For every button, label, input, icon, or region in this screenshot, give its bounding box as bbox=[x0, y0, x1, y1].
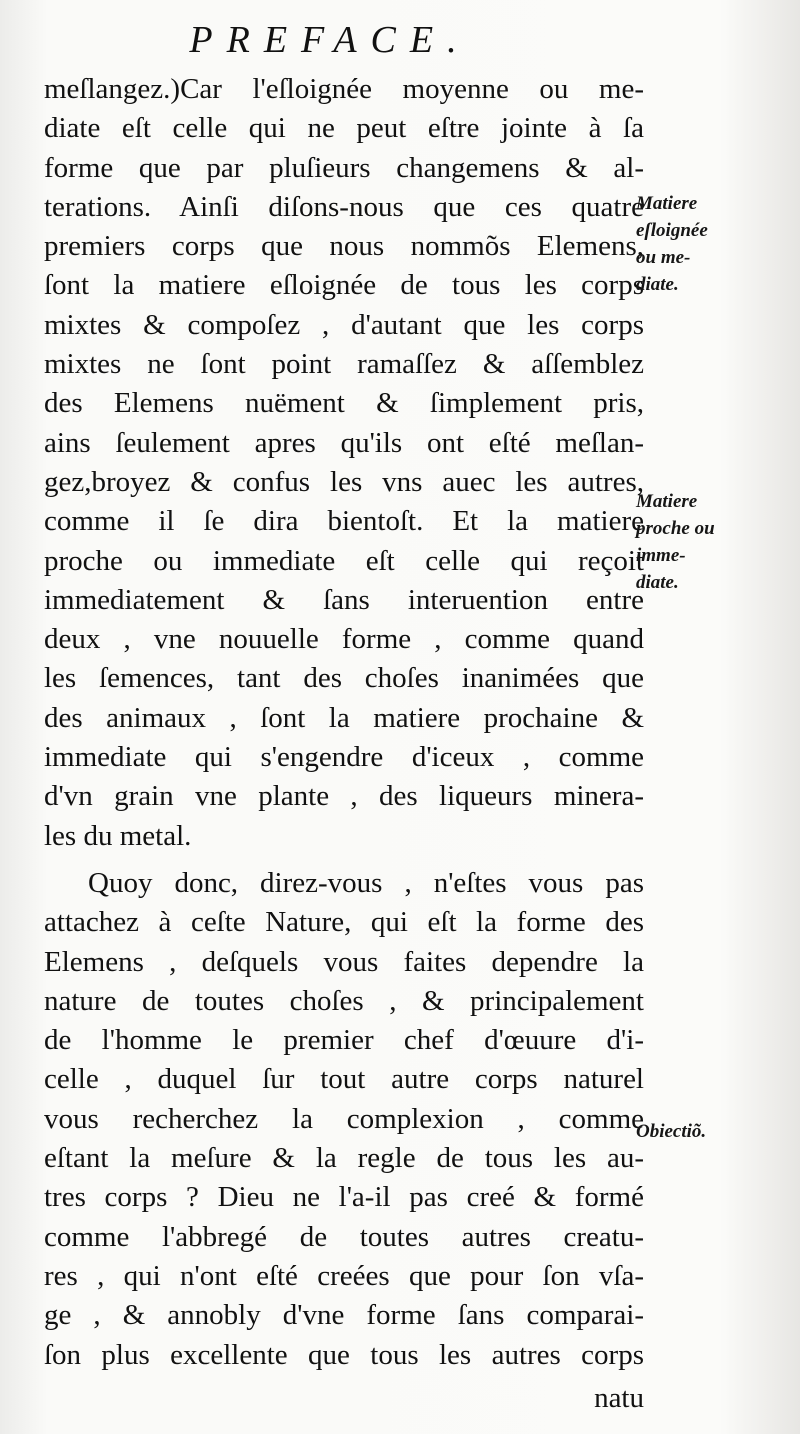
text-line: des animaux , ſont la matiere prochaine & bbox=[44, 701, 644, 734]
text-line: ſon plus excellente que tous les autres corps bbox=[44, 1338, 644, 1371]
text-line: vous recherchez la complexion , comme bbox=[44, 1102, 644, 1135]
text-line: des Elemens nuëment & ſimplement pris, bbox=[44, 387, 644, 420]
margin-note-line: diate. bbox=[636, 572, 679, 593]
text-line: tres corps ? Dieu ne l'a-il pas creé & formé bbox=[44, 1181, 644, 1214]
margin-note-line: Obiectiõ. bbox=[636, 1121, 707, 1142]
margin-note-line: diate. bbox=[636, 274, 679, 295]
margin-note-line: imme- bbox=[636, 545, 686, 566]
text-line: d'vn grain vne plante , des liqueurs minera- bbox=[44, 780, 644, 813]
paragraph-2 bbox=[44, 864, 644, 1375]
text-line: forme que par pluſieurs changemens & al- bbox=[44, 151, 644, 184]
text-line: attachez à ceſte Nature, qui eſt la forme des bbox=[44, 906, 644, 939]
text-line: immediate qui s'engendre d'iceux , comme bbox=[44, 741, 644, 774]
margin-note-line: eſloignée bbox=[636, 220, 708, 241]
text-line: immediatement & ſans interuention entre bbox=[44, 583, 644, 616]
text-line: comme il ſe dira bientoſt. Et la matiere bbox=[44, 505, 644, 538]
text-line: eſtant la meſure & la regle de tous les au- bbox=[44, 1142, 644, 1175]
margin-note-objection bbox=[636, 1118, 796, 1145]
margin-note-line: proche ou bbox=[636, 518, 715, 539]
margin-note-matiere-proche bbox=[636, 488, 796, 596]
margin-note-line: ou me- bbox=[636, 247, 691, 268]
text-line: comme l'abbregé de toutes autres creatu- bbox=[44, 1220, 644, 1253]
text-line: premiers corps que nous nommõs Elemens, bbox=[44, 230, 644, 263]
running-header: PREFACE. bbox=[189, 19, 471, 61]
text-line: diate eſt celle qui ne peut eſtre jointe à ſa bbox=[44, 112, 644, 145]
text-line: ains ſeulement apres qu'ils ont eſté meſlan- bbox=[44, 426, 644, 459]
text-line: terations. Ainſi diſons-nous que ces quatre bbox=[44, 190, 644, 223]
text-line: Quoy donc, direz-vous , n'eſtes vous pas bbox=[88, 866, 644, 899]
paragraph-1 bbox=[44, 70, 644, 856]
text-line: ſont la matiere eſloignée de tous les corps bbox=[44, 269, 644, 302]
text-line: ge , & annobly d'vne forme ſans comparai- bbox=[44, 1299, 644, 1332]
text-line: Elemens , deſquels vous faites dependre la bbox=[44, 945, 644, 978]
text-line: res , qui n'ont eſté creées que pour ſon vſa- bbox=[44, 1259, 644, 1292]
margin-note-line: Matiere bbox=[636, 491, 698, 512]
text-line: de l'homme le premier chef d'œuure d'i- bbox=[44, 1024, 644, 1057]
text-line: celle , duquel ſur tout autre corps naturel bbox=[44, 1063, 644, 1096]
margin-note-matiere-esloignee bbox=[636, 190, 796, 298]
text-line: les ſemences, tant des choſes inanimées que bbox=[44, 662, 644, 695]
margin-note-line: Matiere bbox=[636, 193, 698, 214]
catchword: natu bbox=[594, 1381, 644, 1414]
text-line: meſlangez.)Car l'eſloignée moyenne ou me- bbox=[44, 73, 644, 105]
text-line: nature de toutes choſes , & principalement bbox=[44, 984, 644, 1017]
body-text bbox=[44, 70, 644, 1418]
text-line: deux , vne nouuelle forme , comme quand bbox=[44, 623, 644, 656]
text-line: proche ou immediate eſt celle qui reçoit bbox=[44, 544, 644, 577]
text-line: les du metal. bbox=[44, 819, 192, 852]
text-line: mixtes ne ſont point ramaſſez & aſſemblez bbox=[44, 348, 644, 381]
text-line: gez,broyez & confus les vns auec les autres, bbox=[44, 465, 644, 498]
text-line: mixtes & compoſez , d'autant que les corps bbox=[44, 308, 644, 341]
